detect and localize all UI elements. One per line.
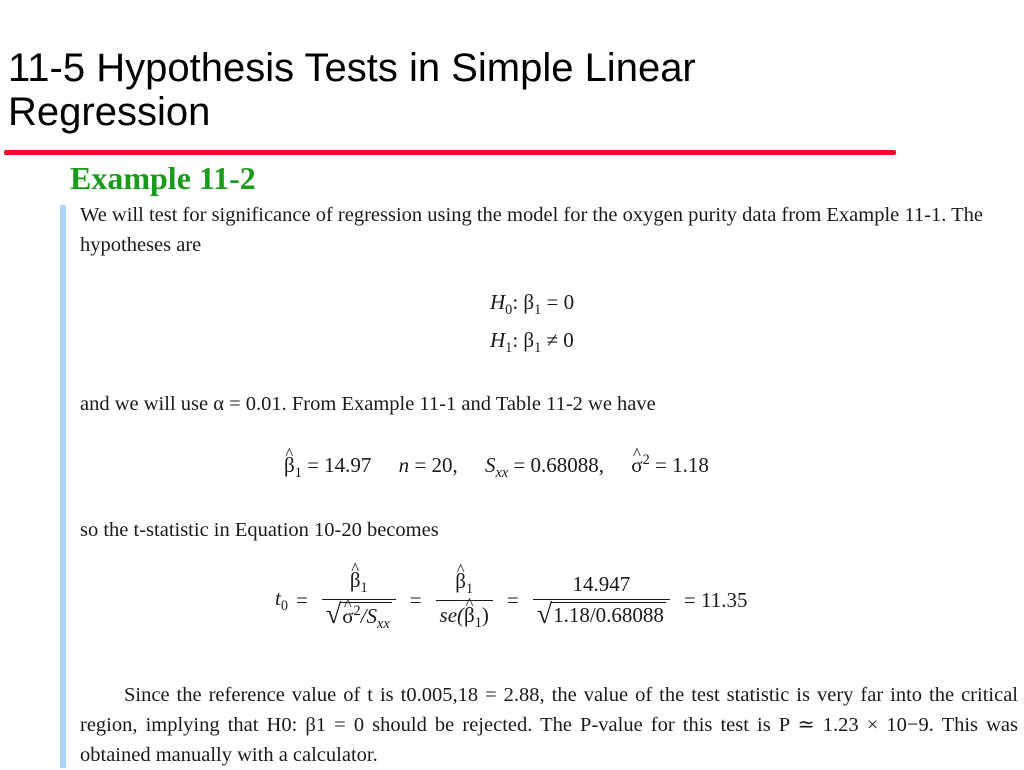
- intro-paragraph: We will test for significance of regression using the model for the oxygen purity data from Example 11-1. The hypotheses are: [80, 204, 983, 256]
- fraction-beta-over-se: ^ $\frac{\beta_1}{se(\^{} \beta_1)}$: [436, 569, 493, 632]
- alternative-hypothesis: $H_1$: $\beta_1 \ne 0$: [490, 328, 574, 357]
- slide-title: 11-5 Hypothesis Tests in Simple Linear Regression: [8, 46, 696, 134]
- example-heading: Example 11-2: [70, 160, 256, 196]
- title-underline: [4, 150, 896, 155]
- conclusion-paragraph: Since the reference value of t is t0.005,18 = 2.88, the value of the test statistic is very far into the critical region, implying that H0: β1 = 0 should be rejected. The P-value for this test is P ≃ 1.23 × 10−9. This was obtained manually with a calculator.: [80, 684, 1018, 766]
- left-accent-bar: [60, 205, 66, 768]
- fraction-beta-over-sqrt: ^ $\beta_1$ √ ^ $\sigma^2/S_{xx}$: [322, 568, 396, 633]
- t-statistic-equation: $t_0$ = ^ $\beta_1$ √ ^ $\sigma^2/S_{xx}$ = ^ $\frac{\beta_1}{se(\^{} \beta_1)}$ = 14.947 √ 1.18/0.68088 = 11.35: [275, 568, 756, 633]
- fraction-numeric: 14.947 √ 1.18/0.68088: [533, 572, 670, 629]
- tstat-paragraph: so the t-statistic in Equation 10-20 becomes: [80, 519, 439, 541]
- null-hypothesis: $H_0$: $\beta_1 = 0$: [490, 290, 575, 319]
- estimates-equation: ^ $\beta_1 = 14.97$ n = 20, $S_{xx} = 0.68088$, ^ $\sigma^2 = 1.18$: [284, 452, 709, 482]
- alpha-paragraph: and we will use α = 0.01. From Example 11-1 and Table 11-2 we have: [80, 393, 656, 415]
